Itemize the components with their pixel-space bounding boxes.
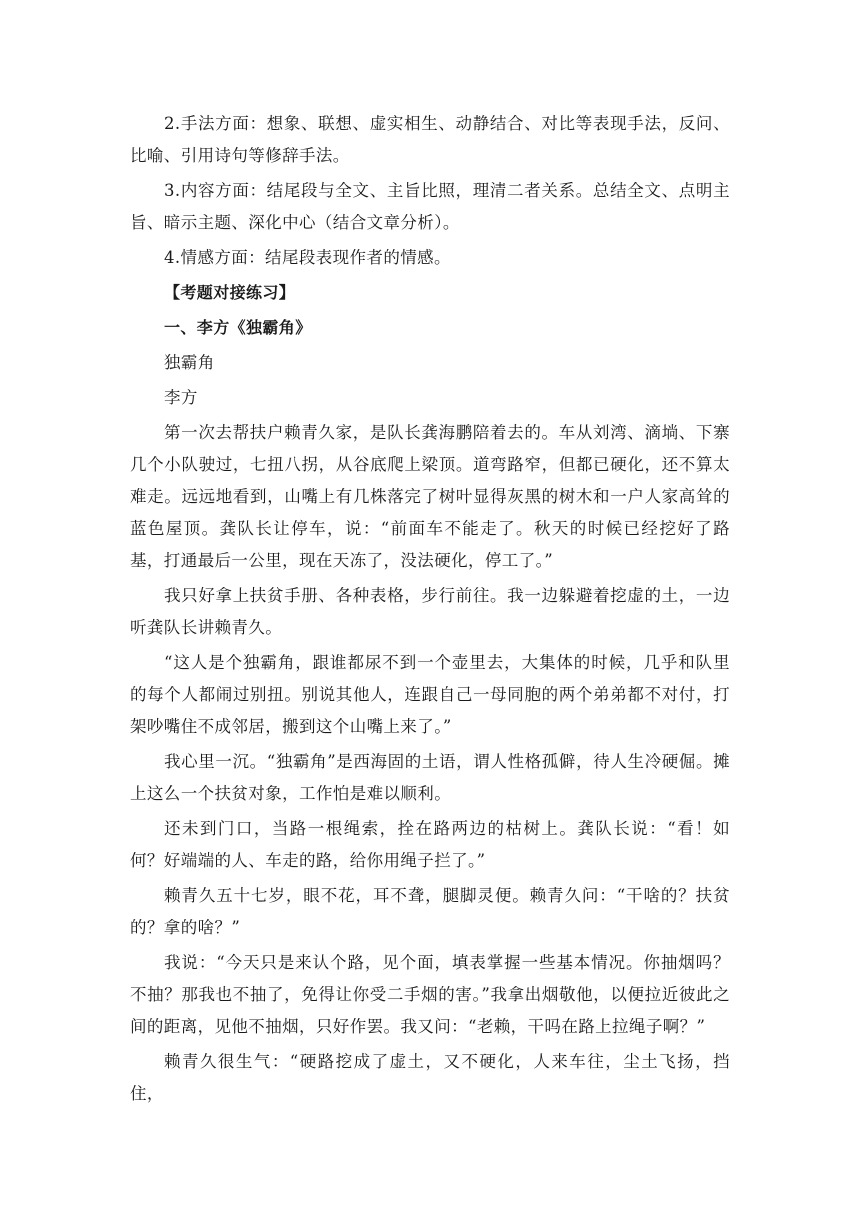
paragraph-body: 赖青久五十七岁，眼不花，耳不聋，腿脚灵便。赖青久问：“干啥的？扶贫的？拿的啥？” xyxy=(130,886,730,937)
paragraph-technique: 2.手法方面：想象、联想、虚实相生、动静结合、对比等表现手法，反问、比喻、引用诗句等修辞手法。 xyxy=(130,114,730,165)
document-page xyxy=(130,108,730,1113)
paragraph-body: 还未到门口，当路一根绳索，拴在路两边的枯树上。龚队长说：“看！如何？好端端的人、车走的路，给你用绳子拦了。” xyxy=(130,819,730,870)
paragraph-body: 第一次去帮扶户赖青久家，是队长龚海鹏陪着去的。车从刘湾、滴埫、下寨几个小队驶过，七扭八拐，从谷底爬上梁顶。道弯路窄，但都已硬化，还不算太难走。远远地看到，山嘴上有几株落完了树叶显得灰黑的树木和一户人家高耸的蓝色屋顶。龚队长让停车，说：“前面车不能走了。秋天的时候已经挖好了路基，打通最后一公里，现在天冻了，没法硬化，停工了。” xyxy=(130,423,730,570)
paragraph-content: 3.内容方面：结尾段与全文、主旨比照，理清二者关系。总结全文、点明主旨、暗示主题、深化中心（结合文章分析）。 xyxy=(130,181,730,232)
paragraph-body: “这人是个独霸角，跟谁都尿不到一个壶里去，大集体的时候，几乎和队里的每个人都闹过别扭。别说其他人，连跟自己一母同胞的两个弟弟都不对付，打架吵嘴住不成邻居，搬到这个山嘴上来了。” xyxy=(130,653,730,736)
paragraph-body: 我只好拿上扶贫手册、各种表格，步行前往。我一边躲避着挖虚的土，一边听龚队长讲赖青久。 xyxy=(130,586,730,637)
section-heading-practice: 【考题对接练习】 xyxy=(164,283,296,302)
article-author: 李方 xyxy=(164,388,198,407)
paragraph-body: 我说：“今天只是来认个路，见个面，填表掌握一些基本情况。你抽烟吗？不抽？那我也不抽了，免得让你受二手烟的害。”我拿出烟敬他，以便拉近彼此之间的距离，见他不抽烟，只好作罢。我又问：“老赖，干吗在路上拉绳子啊？” xyxy=(130,953,730,1036)
paragraph-emotion: 4.情感方面：结尾段表现作者的情感。 xyxy=(164,248,451,267)
section-heading-article: 一、李方《独霸角》 xyxy=(164,318,312,337)
paragraph-body: 赖青久很生气：“硬路挖成了虚土，又不硬化，人来车往，尘土飞扬，挡住， xyxy=(130,1052,730,1103)
article-title: 独霸角 xyxy=(164,353,215,372)
paragraph-body: 我心里一沉。“独霸角”是西海固的土语，谓人性格孤僻，待人生冷硬倔。摊上这么一个扶贫对象，工作怕是难以顺利。 xyxy=(130,752,730,803)
